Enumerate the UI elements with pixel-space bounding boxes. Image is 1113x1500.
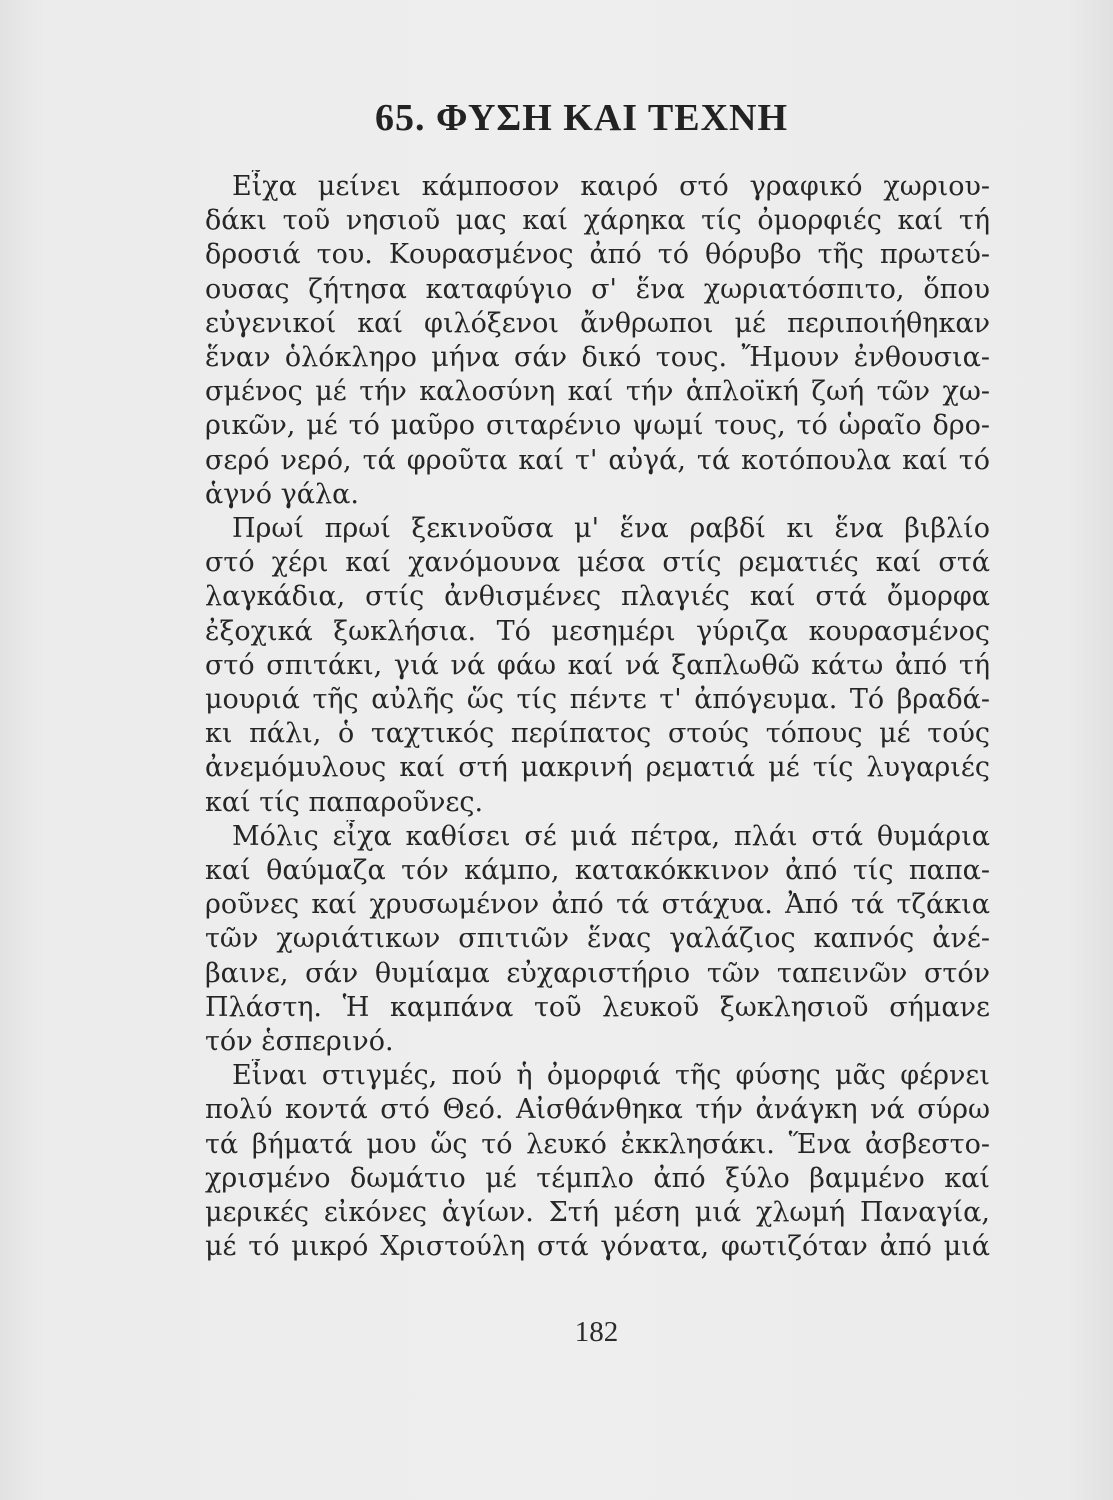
- text-line: Εἶναι στιγμές, πού ἡ ὀμορφιά τῆς φύσης μᾶς φέρνει: [232, 1060, 990, 1092]
- text-line: δάκι τοῦ νησιοῦ μας καί χάρηκα τίς ὀμορφιές καί τή: [205, 205, 990, 237]
- text-line: ἁγνό γάλα.: [205, 478, 359, 510]
- paragraph-1: [205, 170, 990, 512]
- text-line: πολύ κοντά στό Θεό. Αἰσθάνθηκα τήν ἀνάγκη νά σύρω: [205, 1094, 990, 1126]
- text-line: εὐγενικοί καί φιλόξενοι ἄνθρωποι μέ περιποιήθηκαν: [205, 307, 990, 339]
- text-line: στό σπιτάκι, γιά νά φάω καί νά ξαπλωθῶ κάτω ἀπό τή: [205, 649, 990, 681]
- chapter-title: 65. ΦΥΣΗ ΚΑΙ ΤΕΧΝΗ: [374, 97, 789, 139]
- text-line: καί θαύμαζα τόν κάμπο, κατακόκκινον ἀπό τίς παπα-: [205, 855, 990, 887]
- paragraph-4: [205, 1059, 990, 1264]
- text-line: ροῦνες καί χρυσωμένον ἀπό τά στάχυα. Ἀπό τά τζάκια: [205, 889, 990, 921]
- text-line: Εἶχα μείνει κάμποσον καιρό στό γραφικό χωριου-: [232, 171, 990, 202]
- text-line: τῶν χωριάτικων σπιτιῶν ἕνας γαλάζιος καπνός ἀνέ-: [205, 923, 990, 955]
- paragraph-3: [205, 820, 990, 1059]
- text-line: Μόλις εἶχα καθίσει σέ μιά πέτρα, πλάι στά θυμάρια: [232, 820, 990, 852]
- text-line: δροσιά του. Κουρασμένος ἀπό τό θόρυβο τῆς πρωτεύ-: [205, 239, 990, 271]
- text-line: Πλάστη. Ἡ καμπάνα τοῦ λευκοῦ ξωκλησιοῦ σήμανε: [205, 991, 990, 1023]
- text-line: λαγκάδια, στίς ἀνθισμένες πλαγιές καί στά ὄμορφα: [205, 581, 990, 613]
- text-line: μερικές εἰκόνες ἁγίων. Στή μέση μιά χλωμή Παναγία,: [205, 1197, 990, 1229]
- text-line: βαινε, σάν θυμίαμα εὐχαριστήριο τῶν ταπεινῶν στόν: [205, 957, 990, 989]
- text-line: σμένος μέ τήν καλοσύνη καί τήν ἁπλοϊκή ζωή τῶν χω-: [205, 376, 990, 408]
- text-line: ἀνεμόμυλους καί στή μακρινή ρεματιά μέ τίς λυγαριές: [205, 752, 990, 784]
- paragraph-2: [205, 512, 990, 820]
- text-line: ἐξοχικά ξωκλήσια. Τό μεσημέρι γύριζα κουρασμένος: [205, 615, 990, 647]
- text-line: τόν ἑσπερινό.: [205, 1026, 394, 1058]
- text-line: ουσας ζήτησα καταφύγιο σ' ἕνα χωριατόσπιτο, ὅπου: [205, 273, 990, 305]
- text-line: κι πάλι, ὁ ταχτικός περίπατος στούς τόπους μέ τούς: [205, 718, 990, 750]
- text-line: στό χέρι καί χανόμουνα μέσα στίς ρεματιές καί στά: [205, 547, 990, 579]
- text-line: τά βήματά μου ὥς τό λευκό ἐκκλησάκι. Ἕνα ἀσβεστο-: [205, 1128, 990, 1160]
- text-line: σερό νερό, τά φροῦτα καί τ' αὐγά, τά κοτόπουλα καί τό: [205, 444, 990, 476]
- text-line: μουριά τῆς αὐλῆς ὥς τίς πέντε τ' ἀπόγευμα. Τό βραδά-: [205, 684, 990, 716]
- text-line: Πρωί πρωί ξεκινοῦσα μ' ἕνα ραβδί κι ἕνα βιβλίο: [232, 513, 990, 545]
- text-line: καί τίς παπαροῦνες.: [205, 786, 484, 818]
- text-line: ρικῶν, μέ τό μαῦρο σιταρένιο ψωμί τους, τό ὡραῖο δρο-: [205, 410, 990, 442]
- text-line: χρισμένο δωμάτιο μέ τέμπλο ἀπό ξύλο βαμμένο καί: [205, 1162, 990, 1194]
- text-line: μέ τό μικρό Χριστούλη στά γόνατα, φωτιζόταν ἀπό μιά: [205, 1231, 990, 1263]
- page-number: 182: [574, 1316, 619, 1348]
- text-line: ἕναν ὁλόκληρο μήνα σάν δικό τους. Ἤμουν ἐνθουσια-: [205, 342, 990, 374]
- body-text: [205, 170, 990, 1265]
